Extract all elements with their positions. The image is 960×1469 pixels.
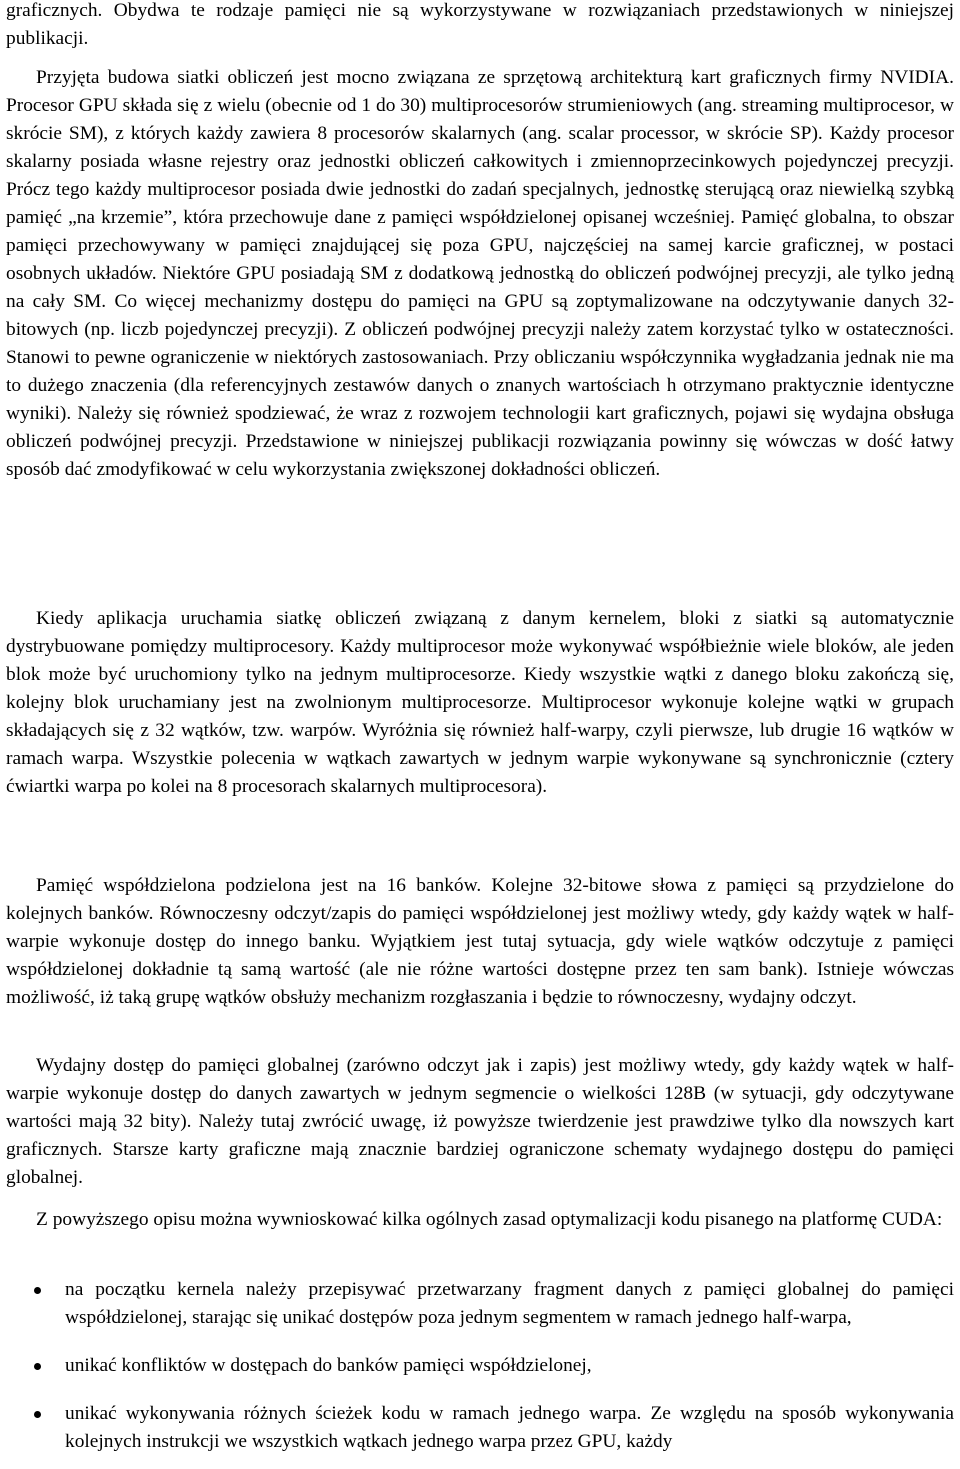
bullet-icon [34,1411,41,1418]
paragraph-intro-continuation: graficznych. Obydwa te rodzaje pamięci nie są wykorzystywane w rozwiązaniach przedstawionych w niniejszej publikacji. [6,0,954,49]
paragraph-global-memory-access: Wydajny dostęp do pamięci globalnej (zarówno odczyt jak i zapis) jest możliwy wtedy, gdy każdy wątek w half-warpie wykonuje dostęp do danych zawartych w jednym segmencie o wielkości 128B (w sytuacji, gdy odczytywane wartości mają 32 bity). Należy tutaj zwrócić uwagę, iż powyższe twierdzenie jest prawdziwe tylko dla nowszych kart graficznych. Starsze karty graficzne mają znacznie bardziej ograniczone schematy wydajnego dostępu do pamięci globalnej. [6,1055,954,1188]
bullet-icon [34,1287,41,1294]
list-item [6,1276,954,1332]
list-item-text: unikać wykonywania różnych ścieżek kodu w ramach jednego warpa. Ze względu na sposób wykonywania kolejnych instrukcji we wszystkich wątkach jednego warpa przez GPU, każdy [65,1403,954,1452]
paragraph-shared-memory-banks: Pamięć współdzielona podzielona jest na 16 banków. Kolejne 32-bitowe słowa z pamięci są przydzielone do kolejnych banków. Równoczesny odczyt/zapis do pamięci współdzielonej jest możliwy wtedy, gdy każdy wątek w half-warpie wykonuje dostęp do innego banku. Wyjątkiem jest tutaj sytuacja, gdy wiele wątków odczytuje z pamięci współdzielonej dokładnie tą samą wartość (ale nie różne wartości dostępne przez ten sam bank). Istnieje wówczas możliwość, iż taką grupę wątków obsłuży mechanizm rozgłaszania i będzie to równoczesny, wydajny odczyt. [6,875,954,1008]
paragraph-gpu-architecture: Przyjęta budowa siatki obliczeń jest mocno związana ze sprzętową architekturą kart graficznych firmy NVIDIA. Procesor GPU składa się z wielu (obecnie od 1 do 30) multiprocesorów strumieniowych (ang. streaming multiprocesor, w skrócie SM), z których każdy zawiera 8 procesorów skalarnych (ang. scalar processor, w skrócie SP). Każdy procesor skalarny posiada własne rejestry oraz jednostki obliczeń całkowitych i zmiennoprzecinkowych pojedynczej precyzji. Prócz tego każdy multiprocesor posiada dwie jednostki do zadań specjalnych, jednostkę sterującą oraz niewielką szybką pamięć „na krzemie”, która przechowuje dane z pamięci współdzielonej opisanej wcześniej. Pamięć globalna, to obszar pamięci przechowywany w pamięci znajdującej się poza GPU, najczęściej na samej karcie graficznej, w postaci osobnych układów. Niektóre GPU posiadają SM z dodatkową jednostką do obliczeń podwójnej precyzji, ale tylko jedną na cały SM. Co więcej mechanizmy dostępu do pamięci na GPU są zoptymalizowane na odczytywanie danych 32-bitowych (np. liczb pojedynczej precyzji). Z obliczeń podwójnej precyzji należy zatem korzystać tylko w ostateczności. Stanowi to pewne ograniczenie w niektórych zastosowaniach. Przy obliczaniu współczynnika wygładzania jednak nie ma to dużego znaczenia (dla referencyjnych zestawów danych o znanych wartościach h otrzymano praktycznie identyczne wyniki). Należy się również spodziewać, że wraz z rozwojem technologii kart graficznych, pojawi się wydajna obsługa obliczeń podwójnej precyzji. Przedstawione w niniejszej publikacji rozwiązania powinny się wówczas w dość łatwy sposób dać zmodyfikować w celu wykorzystania zwiększonej dokładności obliczeń. [6,67,954,480]
list-item [6,1400,954,1456]
paragraph-optimization-intro: Z powyższego opisu można wywnioskować kilka ogólnych zasad optymalizacji kodu pisanego na platformę CUDA: [36,1209,943,1230]
bullet-icon [34,1363,41,1370]
list-item-text: unikać konfliktów w dostępach do banków pamięci współdzielonej, [65,1355,592,1376]
list-item-text: na początku kernela należy przepisywać przetwarzany fragment danych z pamięci globalnej do pamięci współdzielonej, starając się unikać dostępów poza jednym segmentem w ramach jednego half-warpa, [65,1279,954,1328]
optimization-rules-list [6,1276,954,1456]
paragraph-kernel-blocks: Kiedy aplikacja uruchamia siatkę obliczeń związaną z danym kernelem, bloki z siatki są automatycznie dystrybuowane pomiędzy multiprocesory. Każdy multiprocesor może wykonywać współbieżnie wiele bloków, ale jeden blok może być uruchomiony tylko na jednym multiprocesorze. Kiedy wszystkie wątki z danego bloku zakończą się, kolejny blok uruchamiany jest na zwolnionym multiprocesorze. Multiprocesor wykonuje kolejne wątki w grupach składających się z 32 wątków, tzw. warpów. Wyróżnia się również half-warpy, czyli pierwsze, lub drugie 16 wątków w ramach warpa. Wszystkie polecenia w wątkach zawartych w jednym warpie wykonywane są synchronicznie (cztery ćwiartki warpa po kolei na 8 procesorach skalarnych multiprocesora). [6,608,954,797]
list-item [6,1352,954,1380]
